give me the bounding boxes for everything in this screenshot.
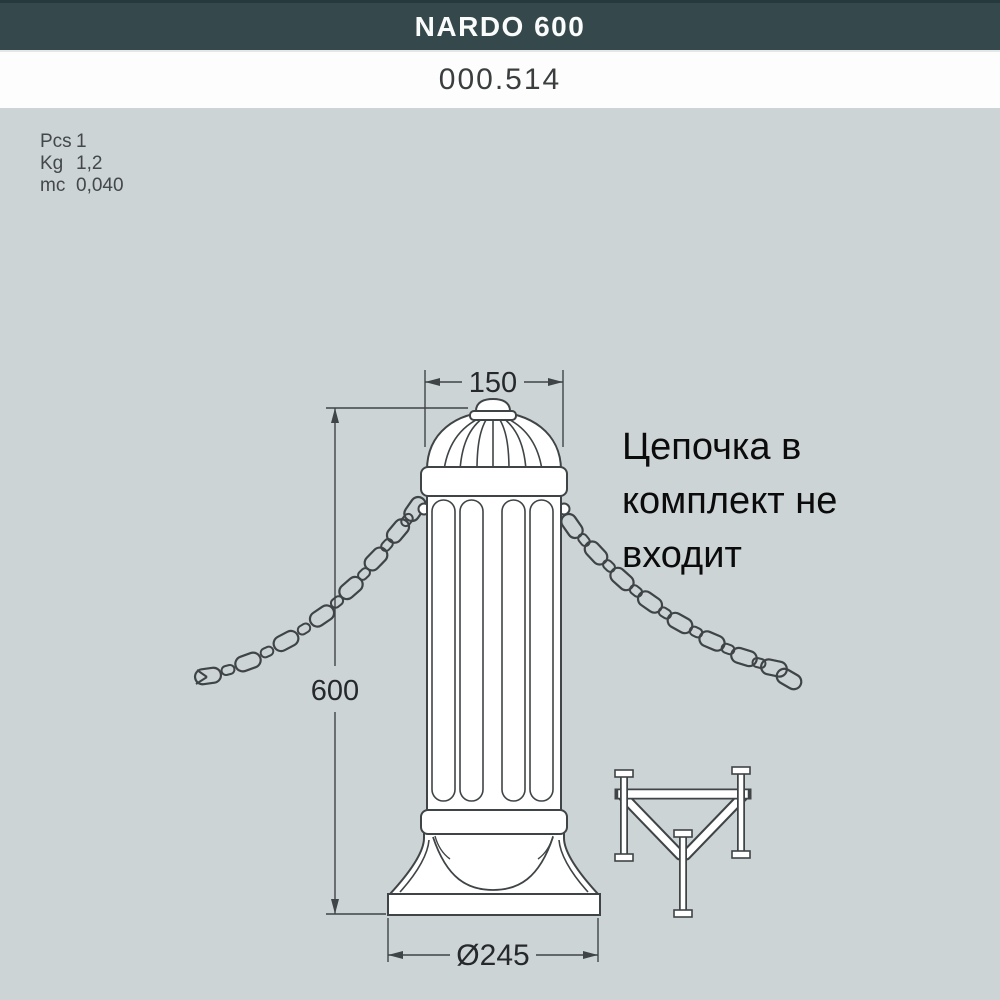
model-number: 000.514	[438, 63, 562, 96]
finial-base	[470, 411, 516, 420]
spec-value: 0,040	[76, 175, 124, 196]
dimension-label-height: 600	[310, 675, 360, 707]
chain-note-line: комплект не	[622, 480, 838, 522]
chain-note-line: Цепочка в	[622, 426, 802, 468]
page-title: NARDO 600	[414, 10, 586, 42]
bottom-collar	[421, 810, 567, 834]
chain-left	[194, 494, 429, 685]
dimension-label-top-width: 150	[468, 367, 518, 399]
anchor-bracket-drawing	[615, 767, 750, 917]
spec-label: Pcs	[40, 131, 72, 152]
spec-label: Kg	[40, 153, 64, 174]
finial-knob	[476, 399, 510, 411]
bollard-drawing	[388, 399, 600, 915]
base-plinth	[388, 894, 600, 915]
spec-label: mc	[40, 175, 66, 196]
dimension-base-diameter	[388, 918, 598, 972]
chain-note	[622, 420, 837, 582]
spec-value: 1	[76, 131, 87, 152]
dimension-label-base-diameter: Ø245	[456, 939, 530, 972]
spec-value: 1,2	[76, 153, 103, 174]
top-collar	[421, 467, 567, 496]
chain-note-line: входит	[622, 534, 742, 576]
